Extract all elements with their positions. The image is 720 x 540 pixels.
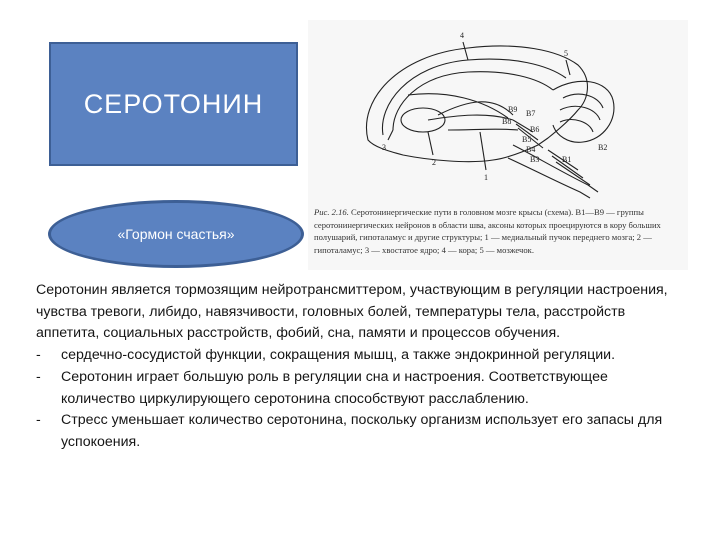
label-b1: B1 — [562, 155, 572, 164]
label-4: 4 — [460, 31, 464, 40]
figure-caption-text: Серотонинергические пути в головном мозге крысы (схема). B1—B9 — группы серотонинергических нейронов в области шва, аксоны которых проецируются в кору больших полушарий, гипоталамус и другие структуры; 1 — медиальный пучок переднего мозга; 2 — гипоталамус; 3 — хвостатое ядро; 4 — кора; 5 — мозжечок. — [314, 207, 661, 255]
label-3: 3 — [382, 143, 386, 152]
bullet-dash: - — [36, 368, 41, 385]
label-b6: B6 — [530, 125, 540, 134]
cerebellum — [553, 81, 614, 142]
list-item — [36, 367, 676, 410]
list-item — [36, 410, 676, 453]
label-b4: B4 — [526, 145, 536, 154]
label-b9: B9 — [508, 105, 518, 114]
list-item — [36, 345, 676, 367]
bullet-dash: - — [36, 347, 41, 364]
label-1: 1 — [484, 173, 488, 182]
label-2: 2 — [432, 158, 436, 167]
subtitle-oval — [48, 200, 304, 268]
caudate — [401, 108, 445, 132]
list-item-text: сердечно-сосудистой функции, сокращения мышц, а также эндокринной регуляции. — [61, 347, 616, 364]
label-b8: B8 — [502, 117, 512, 126]
label-b3: B3 — [530, 155, 540, 164]
title-box — [49, 42, 298, 166]
brain-diagram — [308, 20, 688, 205]
intro-paragraph: Серотонин является тормозящим нейротрансмиттером, участвующим в регуляции настроения, чувства тревоги, либидо, навязчивости, головных болей, температуры тела, расстройств аппетита, социальных расстройств, фобий, сна, памяти и процессов обучения. — [36, 282, 668, 342]
body-text — [36, 280, 676, 454]
figure-caption — [314, 206, 684, 256]
brain-outline — [366, 46, 587, 162]
bullet-dash: - — [36, 412, 41, 429]
label-b7: B7 — [526, 109, 536, 118]
label-5: 5 — [564, 49, 568, 58]
list-item-text: Серотонин играет большую роль в регуляции сна и настроения. Соответствующее количество циркулирующего серотонина способствуют расслаблению. — [61, 368, 608, 407]
list-item-text: Стресс уменьшает количество серотонина, поскольку организм использует его запасы для успокоения. — [61, 412, 663, 450]
cortex-layer — [382, 59, 566, 135]
label-b2: B2 — [598, 143, 608, 152]
figure-caption-head: Рис. 2.16. — [314, 207, 349, 217]
brain-diagram-figure — [308, 20, 688, 270]
slide-subtitle: «Гормон счастья» — [117, 226, 235, 242]
label-b5: B5 — [522, 135, 532, 144]
slide-title: СЕРОТОНИН — [83, 88, 264, 119]
